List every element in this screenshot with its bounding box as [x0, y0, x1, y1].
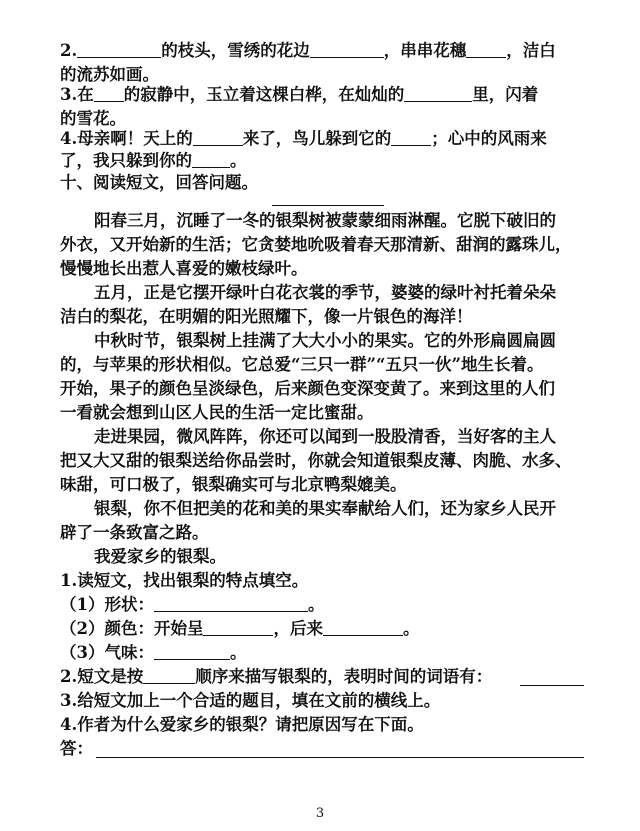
- passage-line: 辟了一条致富之路。: [60, 523, 209, 542]
- answer-blank[interactable]: [391, 129, 431, 146]
- passage-line: 外衣，又开始新的生活；它贪婪地吮吸着春天那清新、甜润的露珠儿，: [60, 235, 572, 254]
- q4-text-d: 了，我只躲到你的: [60, 151, 192, 170]
- answer-blank[interactable]: [94, 85, 124, 102]
- answer-blank[interactable]: [203, 619, 273, 636]
- q2-text-c: ，串串花穗: [383, 41, 467, 60]
- q2-label-b: 顺序来描写银梨的，表明时间的词语有：: [195, 667, 493, 686]
- fill-in-q3-line1: [60, 84, 590, 106]
- q1-shape-line: [60, 594, 590, 616]
- q3-text-c: 里，闪着: [472, 85, 539, 104]
- page-number: 3: [315, 806, 325, 821]
- q1-shape-label: （1）形状：: [60, 595, 154, 614]
- fill-in-q2-line2: [60, 64, 590, 86]
- q4-text-c: ；心中的风雨来: [431, 129, 547, 148]
- passage-line: 走进果园，微风阵阵，你还可以闻到一股股清香，当好客的主人: [94, 427, 556, 446]
- question-2: [60, 666, 590, 688]
- fill-in-q4-line1: [60, 128, 590, 150]
- answer-blank[interactable]: [404, 85, 472, 102]
- passage-line: 五月，正是它摆开绿叶白花衣裳的季节，婆婆的绿叶衬托着朵朵: [94, 283, 556, 302]
- passage-line: 一看就会想到山区人民的生活一定比蜜甜。: [60, 403, 374, 422]
- passage-line: 洁白的梨花，在明媚的阳光照耀下，像一片银色的海洋！: [60, 307, 473, 326]
- q1-smell-end: 。: [229, 643, 247, 662]
- answer-blank[interactable]: [323, 619, 403, 636]
- passage-line: 的，与苹果的形状相似。它总爱“三只一群”“五只一伙”地生长着。: [60, 355, 544, 374]
- answer-blank[interactable]: [77, 41, 161, 58]
- q3-text-d: 的雪花。: [60, 109, 126, 128]
- q3-text-b: 的寂静中，玉立着这棵白桦，在灿灿的: [123, 85, 405, 104]
- answer-blank[interactable]: [154, 643, 230, 660]
- q1-smell-label: （3）气味：: [60, 643, 154, 662]
- q1-smell-line: [60, 642, 590, 664]
- passage-line: 把又大又甜的银梨送给你品尝时，你就会知道银梨皮薄、肉脆、水多、: [60, 451, 572, 470]
- q2-text-e: 的流苏如画。: [60, 65, 159, 84]
- q2-text-d: ，洁白: [506, 41, 556, 60]
- q1-color-end: 。: [402, 619, 420, 638]
- passage-line: 中秋时节，银梨树上挂满了大大小小的果实。它的外形扁圆扁圆: [94, 331, 556, 350]
- fill-in-q3-line2: [60, 108, 590, 130]
- answer-blank[interactable]: [193, 129, 243, 146]
- q1-shape-end: 。: [307, 595, 325, 614]
- q4-text-a: 4.母亲啊！天上的: [60, 129, 193, 148]
- q1-color-label: （2）颜色：开始呈: [60, 619, 204, 638]
- section-heading: 十、阅读短文，回答问题。: [60, 173, 258, 192]
- q4-text-e: 。: [230, 151, 247, 170]
- q1-color-label-b: ，后来: [273, 619, 323, 638]
- q3-text-a: 3.在: [60, 85, 94, 104]
- passage-line: 味甜，可口极了，银梨确实可与北京鸭梨媲美。: [60, 475, 407, 494]
- fill-in-q2-line1: [60, 40, 590, 62]
- q2-number: 2.: [60, 41, 78, 60]
- question-1: 1.读短文，找出银梨的特点填空。: [60, 571, 309, 590]
- passage-line: 开始，果子的颜色呈淡绿色，后来颜色变深变黄了。来到这里的人们: [60, 379, 555, 398]
- passage-line: 银梨，你不但把美的花和美的果实奉献给人们，还为家乡人民开: [94, 499, 556, 518]
- answer-label: 答：: [60, 739, 93, 758]
- answer-blank[interactable]: [310, 41, 384, 58]
- title-blank[interactable]: [272, 204, 384, 206]
- q2-label-a: 2.短文是按: [60, 667, 144, 686]
- passage-line: 慢慢地长出惹人喜爱的嫩枝绿叶。: [60, 259, 308, 278]
- answer-blank[interactable]: [154, 595, 308, 612]
- fill-in-q4-line2: [60, 150, 590, 172]
- answer-blank[interactable]: [192, 151, 230, 168]
- answer-blank[interactable]: [520, 684, 584, 686]
- answer-blank[interactable]: [466, 41, 506, 58]
- answer-blank[interactable]: [143, 667, 195, 684]
- q4-text-b: 来了，鸟儿躲到它的: [242, 129, 392, 148]
- q2-text-b: 的枝头，雪绣的花边: [161, 41, 310, 60]
- q1-color-line: [60, 618, 590, 640]
- question-3: 3.给短文加上一个合适的题目，填在文前的横线上。: [60, 691, 441, 710]
- passage-line: 我爱家乡的银梨。: [94, 547, 226, 566]
- answer-line[interactable]: [96, 756, 584, 758]
- question-4: 4.作者为什么爱家乡的银梨？请把原因写在下面。: [60, 715, 424, 734]
- passage-line: 阳春三月，沉睡了一冬的银梨树被蒙蒙细雨淋醒。它脱下破旧的: [94, 211, 556, 230]
